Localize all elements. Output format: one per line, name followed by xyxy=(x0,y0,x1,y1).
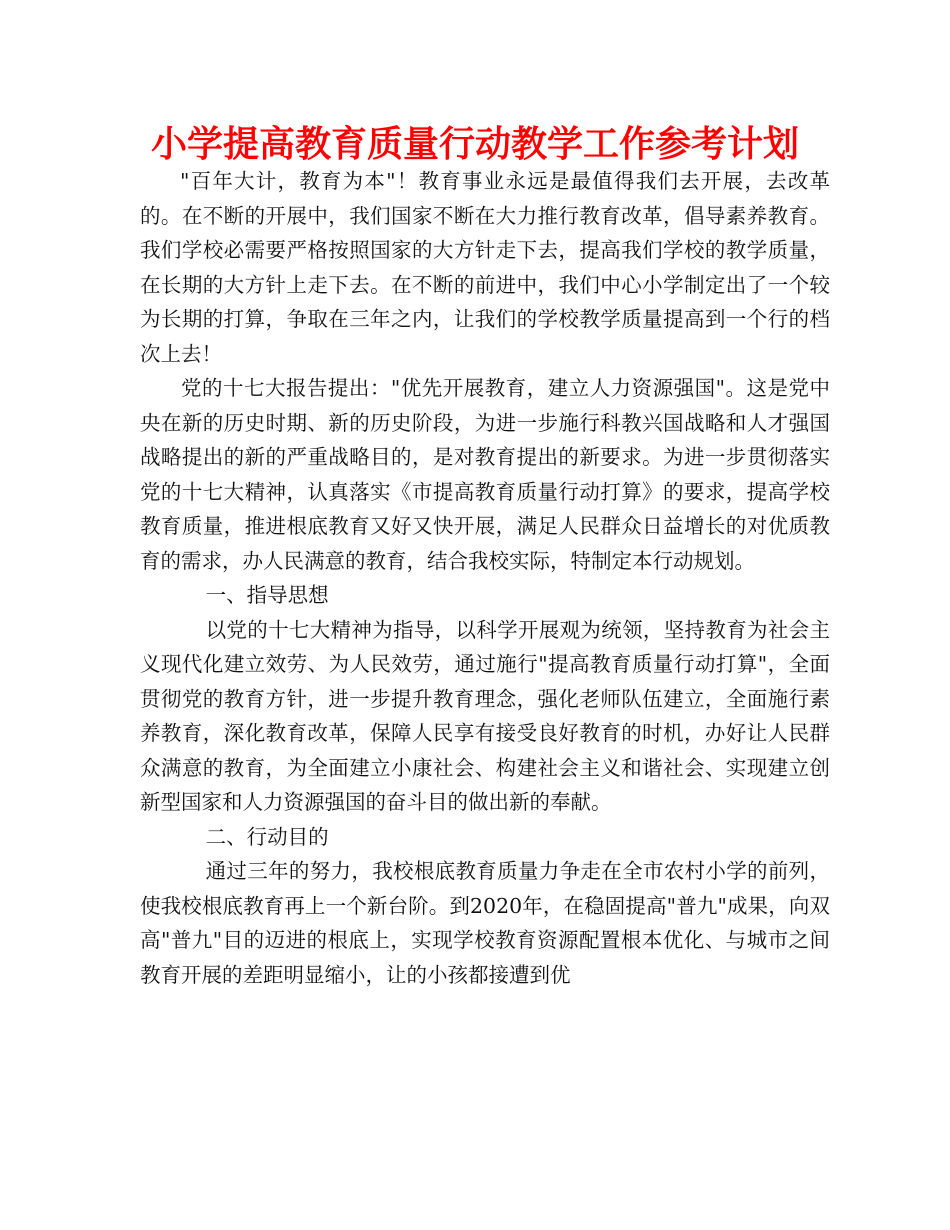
section-heading-action-goals: 二、行动目的 xyxy=(205,824,329,849)
paragraph-guiding-ideology: 以党的十七大精神为指导，以科学开展观为统领，坚持教育为社会主义现代化建立效劳、为人民效劳，通过施行"提高教育质量行动打算"，全面贯彻党的教育方针，进一步提升教育理念，强化老师队伍建立，全面施行素养教育，深化教育改革，保障人民享有接受良好教育的时机，办好让人民群众满意的教育，为全面建立小康社会、构建社会主义和谐社会、实现建立创新型国家和人力资源强国的奋斗目的做出新的奉献。 xyxy=(140,617,830,814)
document-body xyxy=(140,164,830,992)
paragraph-action-goals: 通过三年的努力，我校根底教育质量力争走在全市农村小学的前列，使我校根底教育再上一个新台阶。到2020年，在稳固提高"普九"成果，向双高"普九"目的迈进的根底上，实现学校教育资源配置根本优化、与城市之间教育开展的差距明显缩小，让的小孩都接遭到优 xyxy=(140,859,830,987)
section-heading-guiding-ideology: 一、指导思想 xyxy=(205,583,329,607)
paragraph-congress-report: 党的十七大报告提出："优先开展教育，建立人力资源强国"。这是党中央在新的历史时期、新的历史阶段，为进一步施行科教兴国战略和人才强国战略提出的新的严重战略目的，是对教育提出的新要求。为进一步贯彻落实党的十七大精神，认真落实《市提高教育质量行动打算》的要求，提高学校教育质量，推进根底教育又好又快开展，满足人民群众日益增长的对优质教育的需求，办人民满意的教育，结合我校实际，特制定本行动规划。 xyxy=(140,376,830,573)
paragraph-intro: "百年大计，教育为本"！教育事业永远是最值得我们去开展，去改革的。在不断的开展中，我们国家不断在大力推行教育改革，倡导素养教育。我们学校必需要严格按照国家的大方针走下去，提高我们学校的教学质量，在长期的大方针上走下去。在不断的前进中，我们中心小学制定出了一个较为长期的打算，争取在三年之内，让我们的学校教学质量提高到一个行的档次上去！ xyxy=(140,169,830,366)
document-title: 小学提高教育质量行动教学工作参考计划 xyxy=(150,124,799,165)
